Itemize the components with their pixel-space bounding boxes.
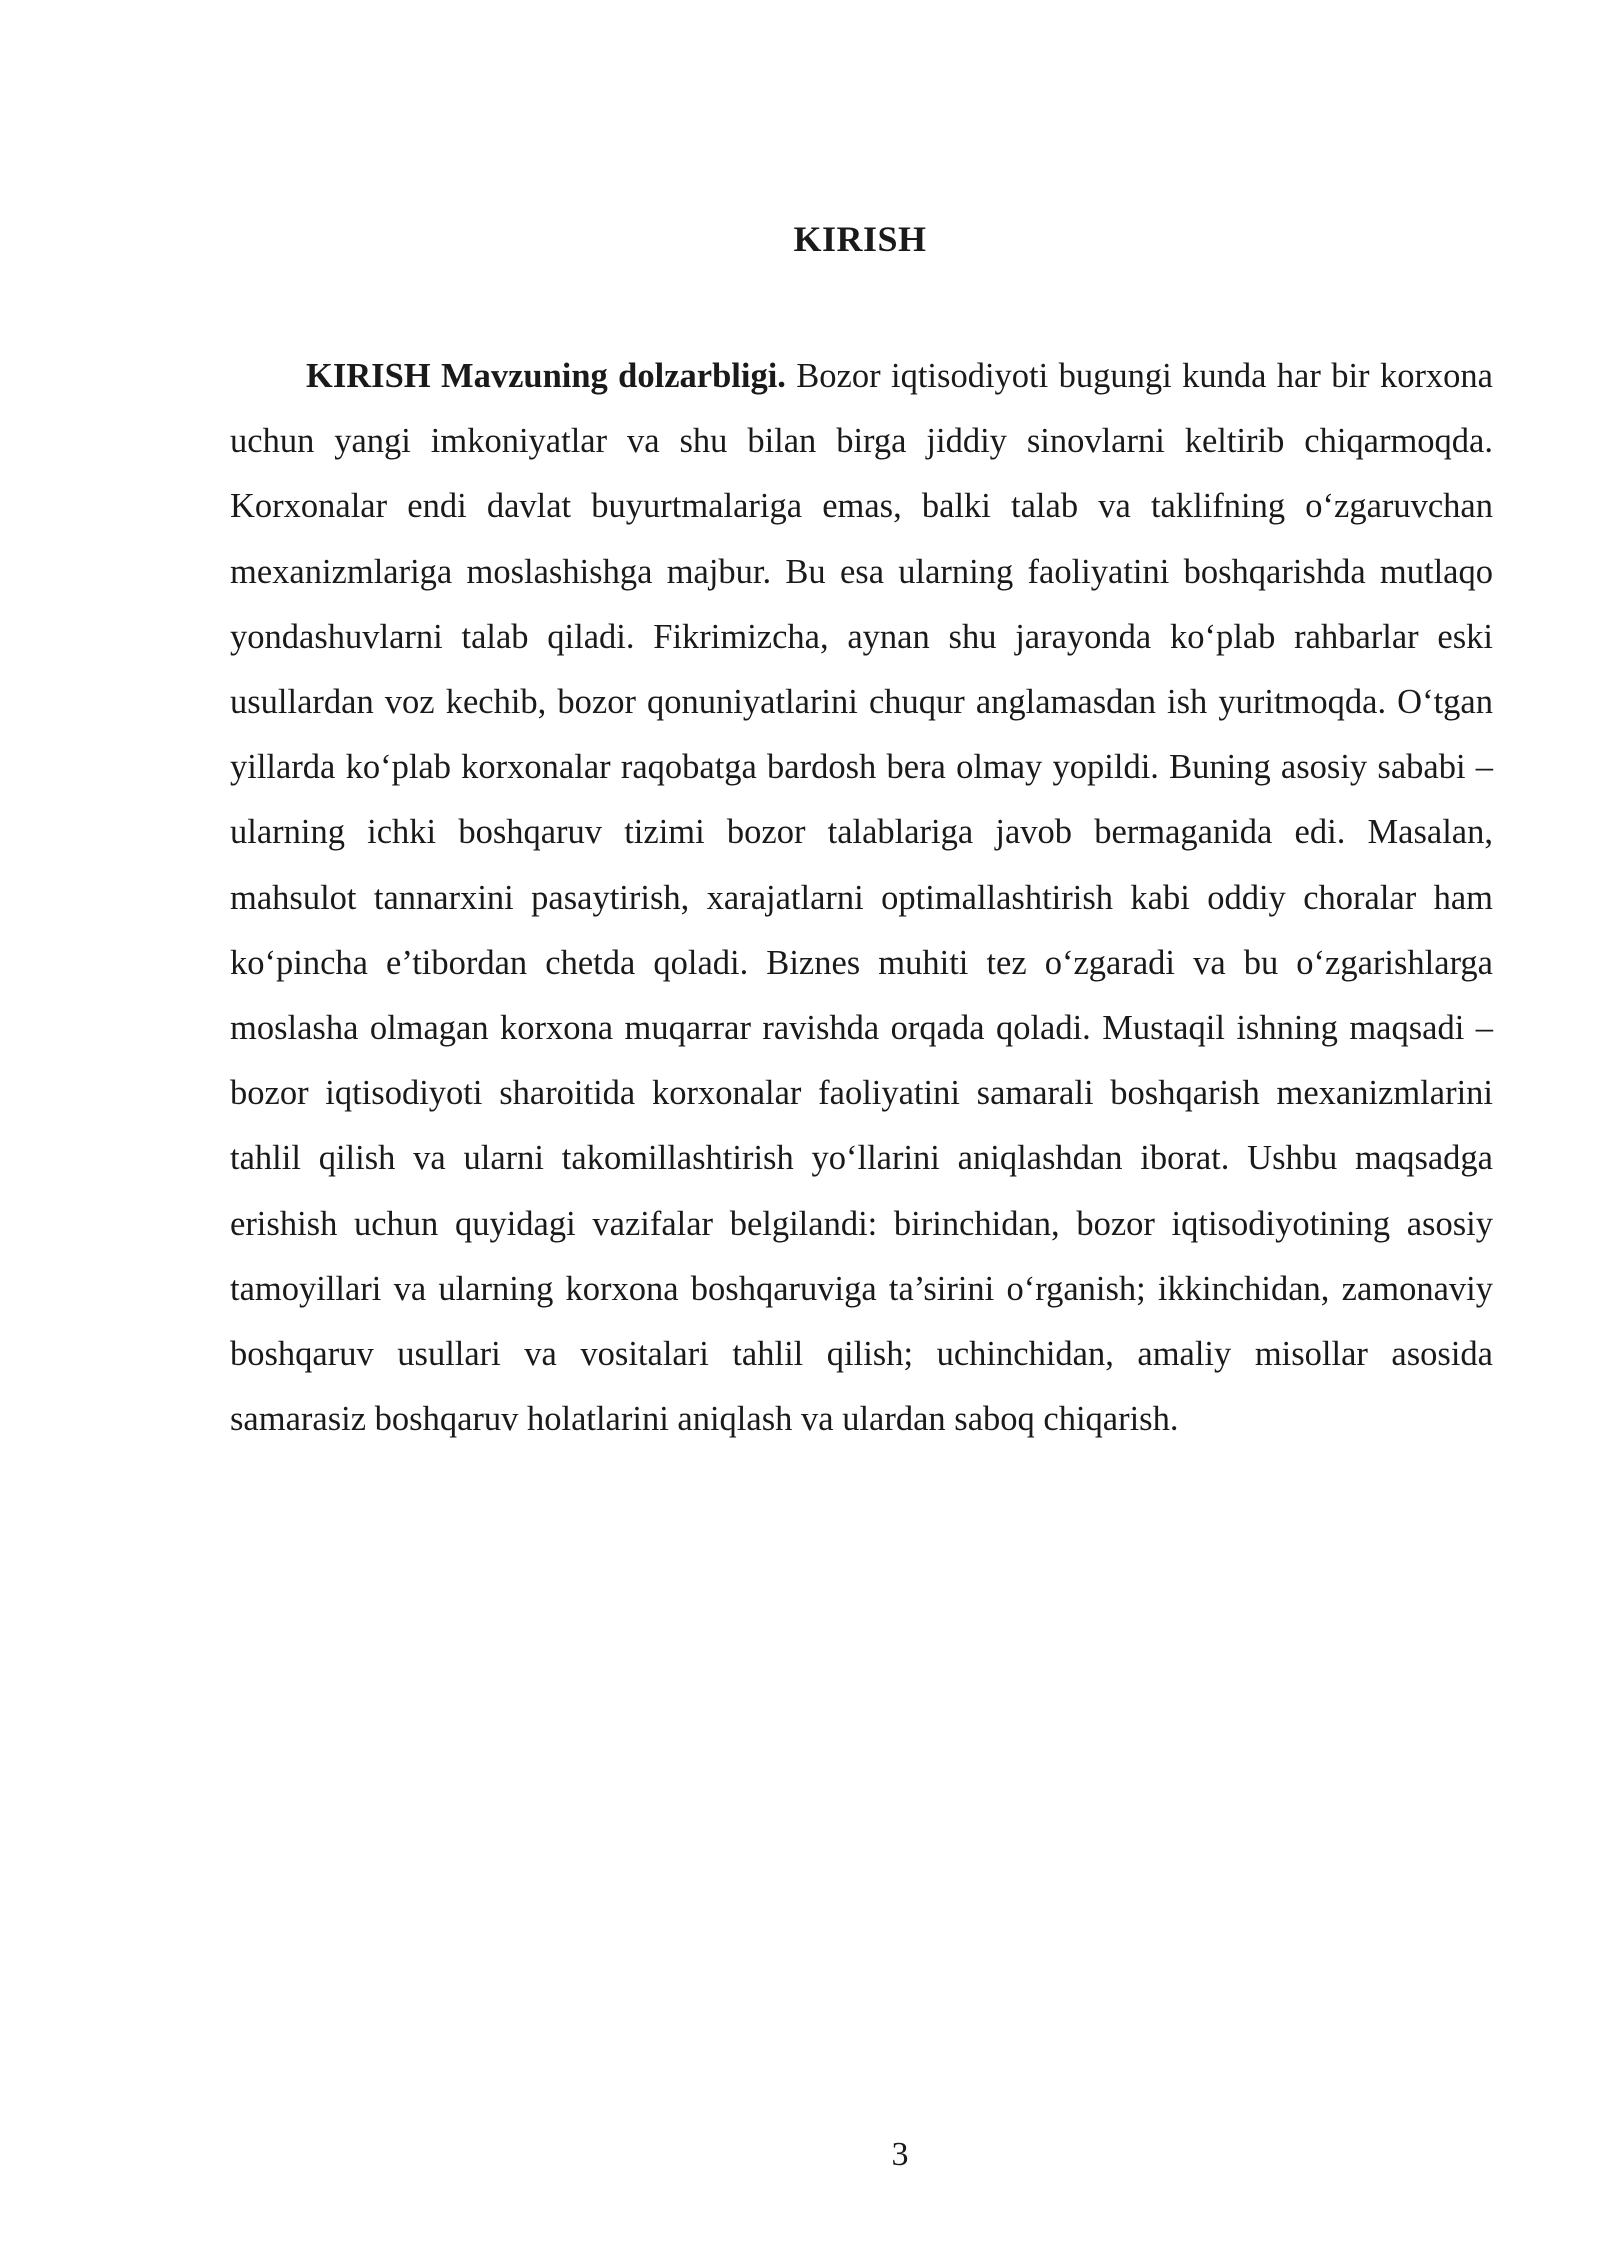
- section-heading: KIRISH: [793, 219, 927, 259]
- paragraph-lead-in: KIRISH Mavzuning dolzarbligi.: [306, 357, 786, 395]
- paragraph-text: Bozor iqtisodiyoti bugungi kunda har bir korxona uchun yangi imkoniyatlar va shu bilan birga jiddiy sinovlarni keltirib chiqarmoqda. Korxonalar endi davlat buyurtmalariga emas, balki talab va taklifning o‘zgaruvchan mexanizmlariga moslashishga majbur. Bu esa ularning faoliyatini boshqarishda mutlaqo yondashuvlarni talab qiladi. Fikrimizcha, aynan shu jarayonda ko‘plab rahbarlar eski usullardan voz kechib, bozor qonuniyatlarini chuqur anglamasdan ish yuritmoqda. O‘tgan yillarda ko‘plab korxonalar raqobatga bardosh bera olmay yopildi. Buning asosiy sababi – ularning ichki boshqaruv tizimi bozor talablariga javob bermaganida edi. Masalan, mahsulot tannarxini pasaytirish, xarajatlarni optimallashtirish kabi oddiy choralar ham ko‘pincha e’tibordan chetda qoladi. Biznes muhiti tez o‘zgaradi va bu o‘zgarishlarga moslasha olmagan korxona muqarrar ravishda orqada qoladi. Mustaqil ishning maqsadi – bozor iqtisodiyoti sharoitida korxonalar faoliyatini samarali boshqarish mexanizmlarini tahlil qilish va ularni takomillashtirish yo‘llarini aniqlashdan iborat. Ushbu maqsadga erishish uchun quyidagi vazifalar belgilandi: birinchidan, bozor iqtisodiyotining asosiy tamoyillari va ularning korxona boshqaruviga ta’sirini o‘rganish; ikkinchidan, zamonaviy boshqaruv usullari va vositalari tahlil qilish; uchinchidan, amaliy misollar asosida samarasiz boshqaruv holatlarini aniqlash va ulardan saboq chiqarish.: [230, 357, 1493, 1439]
- body-paragraph: [230, 344, 1493, 1452]
- page-number: 3: [891, 2136, 909, 2173]
